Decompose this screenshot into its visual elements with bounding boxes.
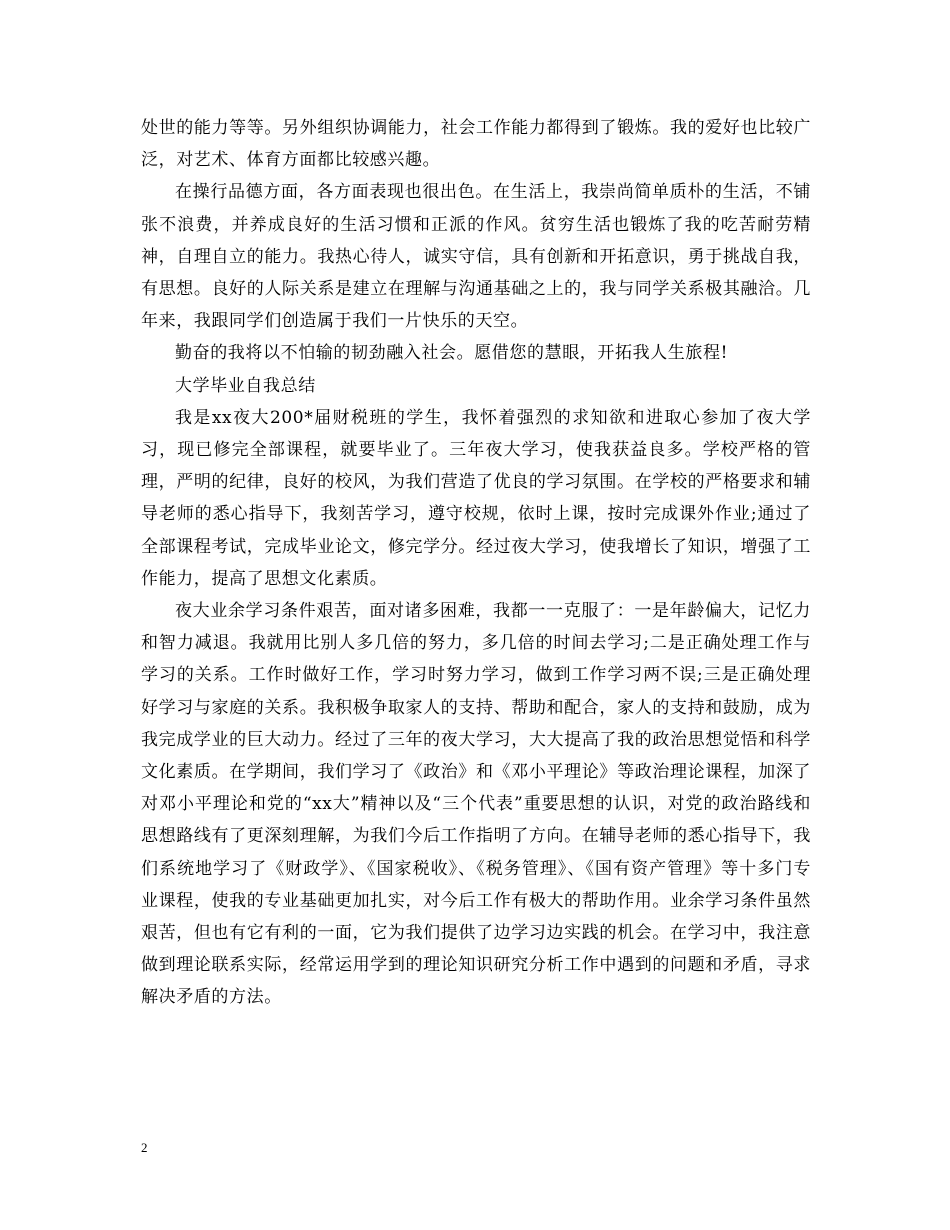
paragraph-continuation: 处世的能力等等。另外组织协调能力，社会工作能力都得到了锻炼。我的爱好也比较广泛，对艺术、体育方面都比较感兴趣。 (141, 118, 811, 171)
paragraph-intro: 我是xx夜大200*届财税班的学生，我怀着强烈的求知欲和进取心参加了夜大学习，现已修完全部课程，就要毕业了。三年夜大学习，使我获益良多。学校严格的管理，严明的纪律，良好的校风，为我们营造了优良的学习氛围。在学校的严格要求和辅导老师的悉心指导下，我刻苦学习，遵守校规，依时上课，按时完成课外作业;通过了全部课程考试，完成毕业论文，修完学分。经过夜大学习，使我增长了知识，增强了工作能力，提高了思想文化素质。 (141, 407, 811, 589)
page-number: 2 (141, 1140, 148, 1155)
paragraph-study: 夜大业余学习条件艰苦，面对诸多困难，我都一一克服了：一是年龄偏大，记忆力和智力减退。我就用比别人多几倍的努力，多几倍的时间去学习;二是正确处理工作与学习的关系。工作时做好工作，学习时努力学习，做到工作学习两不误;三是正确处理好学习与家庭的关系。我积极争取家人的支持、帮助和配合，家人的支持和鼓励，成为我完成学业的巨大动力。经过了三年的夜大学习，大大提高了我的政治思想觉悟和科学文化素质。在学期间，我们学习了《政治》和《邓小平理论》等政治理论课程，加深了对邓小平理论和党的“xx大”精神以及“三个代表”重要思想的认识，对党的政治路线和思想路线有了更深刻理解，为我们今后工作指明了方向。在辅导老师的悉心指导下，我们系统地学习了《财政学》、《国家税收》、《税务管理》、《国有资产管理》等十多门专业课程，使我的专业基础更加扎实，对今后工作有极大的帮助作用。业余学习条件虽然艰苦，但也有它有利的一面，它为我们提供了边学习边实践的机会。在学习中，我注意做到理论联系实际，经常运用学到的理论知识研究分析工作中遇到的问题和矛盾，寻求解决矛盾的方法。 (141, 601, 811, 1008)
document-body (141, 112, 811, 1014)
section-heading: 大学毕业自我总结 (175, 375, 316, 396)
paragraph-closing: 勤奋的我将以不怕输的韧劲融入社会。愿借您的慧眼，开拓我人生旅程! (175, 343, 729, 364)
paragraph-conduct: 在操行品德方面，各方面表现也很出色。在生活上，我崇尚简单质朴的生活，不铺张不浪费，并养成良好的生活习惯和正派的作风。贫穷生活也锻炼了我的吃苦耐劳精神，自理自立的能力。我热心待人，诚实守信，具有创新和开拓意识，勇于挑战自我，有思想。良好的人际关系是建立在理解与沟通基础之上的，我与同学关系极其融洽。几年来，我跟同学们创造属于我们一片快乐的天空。 (141, 182, 811, 332)
